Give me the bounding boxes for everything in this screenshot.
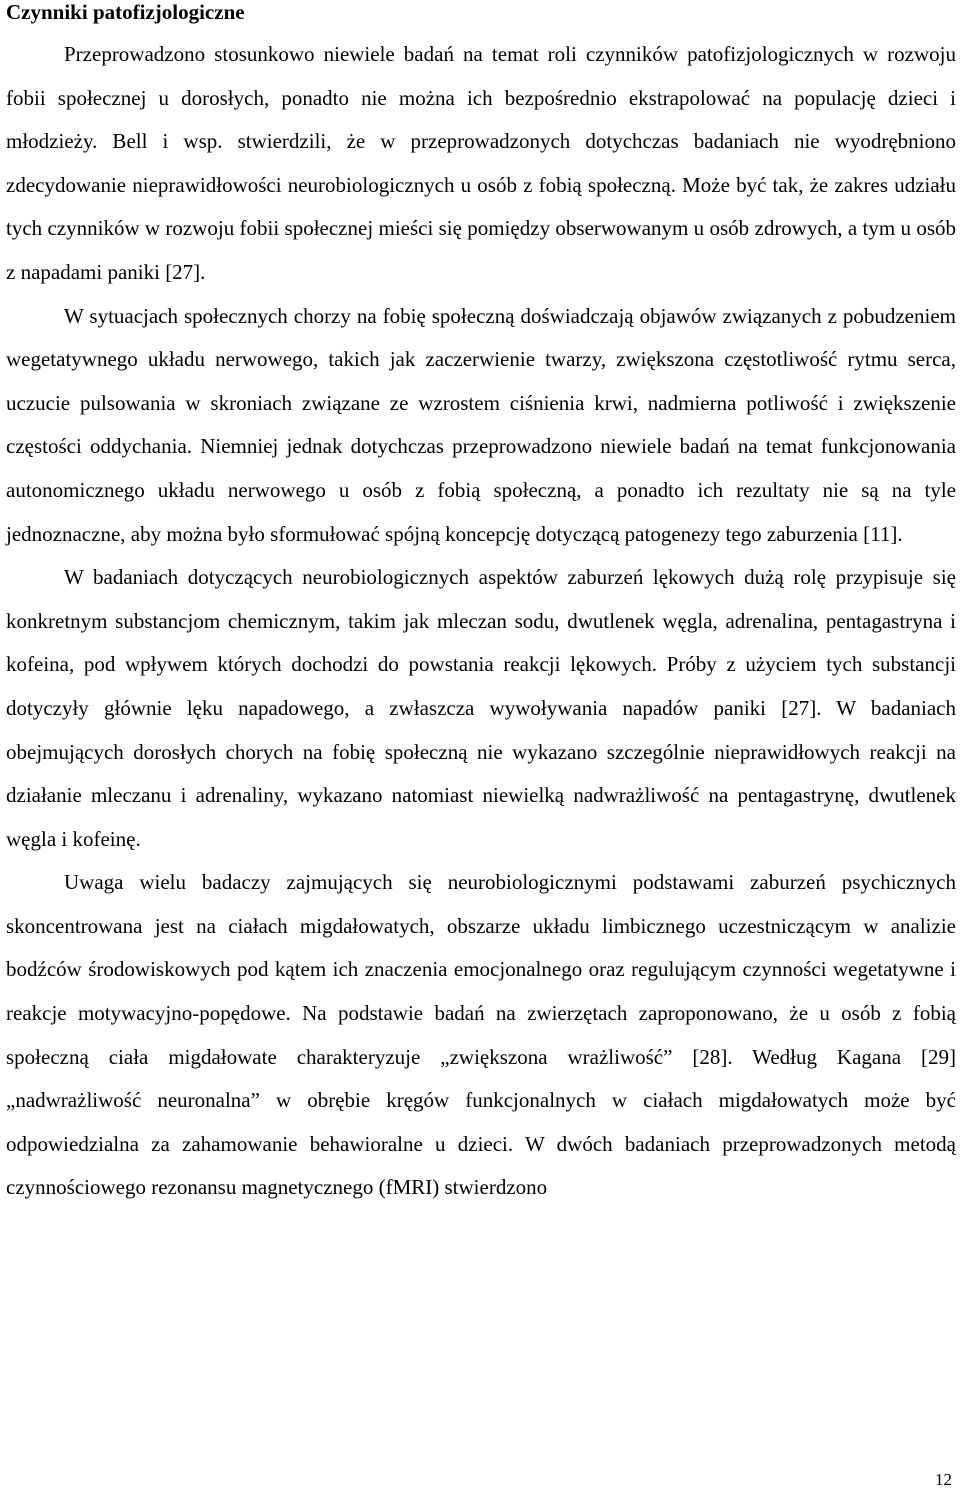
page-number: 12 — [935, 1470, 952, 1489]
paragraph-4: Uwaga wielu badaczy zajmujących się neurobiologicznymi podstawami zaburzeń psychicznych skoncentrowana jest na ciałach migdałowatych, obszarze układu limbicznego uczestniczącym w analizie bodźców środowiskowych pod kątem ich znaczenia emocjonalnego oraz regulującym czynności wegetatywne i reakcje motywacyjno-popędowe. Na podstawie badań na zwierzętach zaproponowano, że u osób z fobią społeczną ciała migdałowate charakteryzuje „zwiększona wrażliwość” [28]. Według Kagana [29] „nadwrażliwość neuronalna” w obrębie kręgów funkcjonalnych w ciałach migdałowatych może być odpowiedzialna za zahamowanie behawioralne u dzieci. W dwóch badaniach przeprowadzonych metodą czynnościowego rezonansu magnetycznego (fMRI) stwierdzono — [6, 870, 956, 1200]
paragraph-1: Przeprowadzono stosunkowo niewiele badań na temat roli czynników patofizjologicznych w rozwoju fobii społecznej u dorosłych, ponadto nie można ich bezpośrednio ekstrapolować na populację dzieci i młodzieży. Bell i wsp. stwierdzili, że w przeprowadzonych dotychczas badaniach nie wyodrębniono zdecydowanie nieprawidłowości neurobiologicznych u osób z fobią społeczną. Może być tak, że zakres udziału tych czynników w rozwoju fobii społecznej mieści się pomiędzy obserwowanym u osób zdrowych, a tym u osób z napadami paniki [27]. — [6, 42, 956, 284]
paragraph-3: W badaniach dotyczących neurobiologicznych aspektów zaburzeń lękowych dużą rolę przypisuje się konkretnym substancjom chemicznym, takim jak mleczan sodu, dwutlenek węgla, adrenalina, pentagastryna i kofeina, pod wpływem których dochodzi do powstania reakcji lękowych. Próby z użyciem tych substancji dotyczyły głównie lęku napadowego, a zwłaszcza wywoływania napadów paniki [27]. W badaniach obejmujących dorosłych chorych na fobię społeczną nie wykazano szczególnie nieprawidłowych reakcji na działanie mleczanu i adrenaliny, wykazano natomiast niewielką nadwrażliwość na pentagastrynę, dwutlenek węgla i kofeinę. — [6, 565, 956, 851]
document-page — [6, 0, 956, 1210]
paragraph-2: W sytuacjach społecznych chorzy na fobię społeczną doświadczają objawów związanych z pobudzeniem wegetatywnego układu nerwowego, takich jak zaczerwienie twarzy, zwiększona częstotliwość rytmu serca, uczucie pulsowania w skroniach związane ze wzrostem ciśnienia krwi, nadmierna potliwość i zwiększenie częstości oddychania. Niemniej jednak dotychczas przeprowadzono niewiele badań na temat funkcjonowania autonomicznego układu nerwowego u osób z fobią społeczną, a ponadto ich rezultaty nie są na tyle jednoznaczne, aby można było sformułować spójną koncepcję dotyczącą patogenezy tego zaburzenia [11]. — [6, 303, 956, 546]
section-heading: Czynniki patofizjologiczne — [6, 0, 245, 24]
